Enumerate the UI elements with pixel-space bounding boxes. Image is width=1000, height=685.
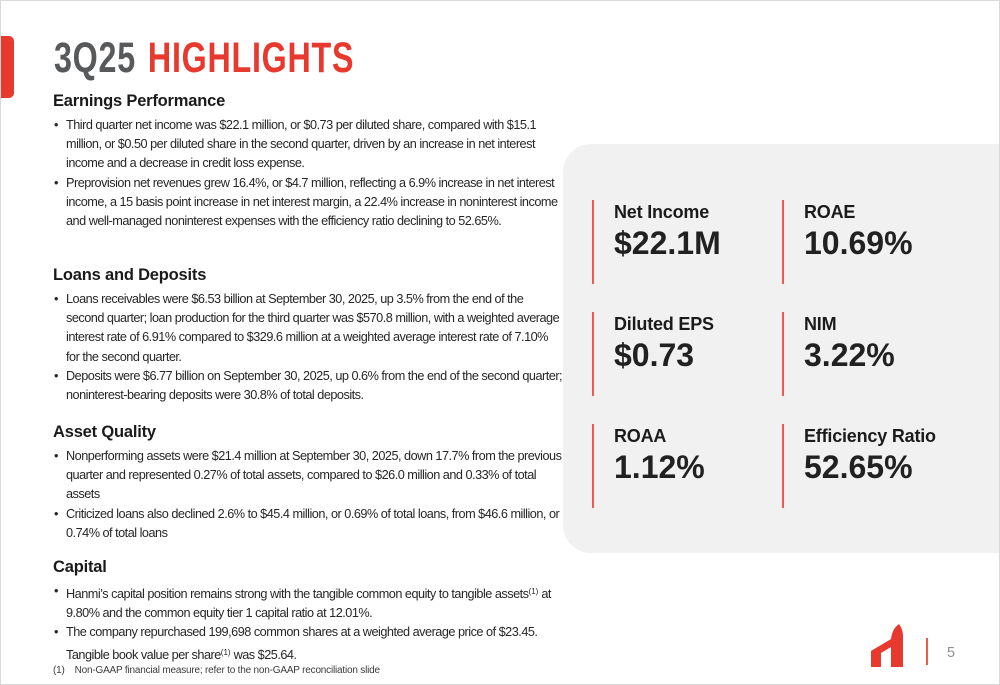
- bullet-list: [53, 447, 563, 543]
- metric-label: ROAA: [614, 426, 667, 446]
- metric-value: $22.1M: [614, 225, 721, 261]
- metric-value: 1.12%: [614, 449, 705, 485]
- footer-divider: [926, 638, 928, 665]
- bullet-list: [53, 116, 563, 231]
- footnote-text: Non-GAAP financial measure; refer to the non-GAAP reconciliation slide: [74, 665, 380, 676]
- section-heading: Earnings Performance: [53, 92, 226, 110]
- metric-value: $0.73: [614, 337, 695, 373]
- metric-diluted-eps: [592, 312, 782, 396]
- metric-net-income: [592, 200, 782, 284]
- bullet-text: Criticized loans also declined 2.6% to $45.4 million, or 0.69% of total loans, from $46.6 million, or 0.74% of total loans: [66, 506, 560, 540]
- slide-accent-badge: [1, 36, 14, 98]
- bullet-text: Preprovision net revenues grew 16.4%, or $4.7 million, reflecting a 6.9% increase in net interest income, a 15 basis point increase in net interest margin, a 22.4% increase in noninterest income and well-managed noninterest expenses with the efficiency ratio declining to 52.65%.: [66, 175, 558, 229]
- section-asset-quality: [53, 422, 563, 543]
- section-capital: [53, 557, 563, 665]
- metric-label: Diluted EPS: [614, 314, 714, 334]
- metric-label: Efficiency Ratio: [804, 426, 936, 446]
- bullet-text: Loans receivables were $6.53 billion at September 30, 2025, up 3.5% from the end of the second quarter; loan production for the third quarter was $570.8 million, with a weighted average interest rate of 6.91% compared to $329.6 million at a weighted average interest rate of 7.10% for the second quarter.: [66, 292, 560, 364]
- bullet-item: [53, 367, 563, 405]
- bullet-item: [53, 116, 563, 174]
- metric-label: Net Income: [614, 202, 710, 222]
- metric-value: 10.69%: [804, 225, 913, 261]
- footnote-marker: (1): [53, 665, 65, 676]
- bullet-text: Third quarter net income was $22.1 million, or $0.73 per diluted share, compared with $15.1 million, or $0.50 per diluted share in the second quarter, driven by an increase in net interest income and a decrease in credit loss expense.: [66, 118, 537, 171]
- metric-roaa: [592, 424, 782, 508]
- bullet-item: [53, 447, 563, 505]
- metric-label: NIM: [804, 314, 837, 334]
- bullet-text: at 9.80% and the common equity tier 1 capital ratio at 12.01%.: [66, 587, 551, 621]
- section-heading: Asset Quality: [53, 423, 156, 441]
- bullet-text: The company repurchased 199,698 common shares at a weighted average price of $23.45. Tangible book value per share: [66, 625, 538, 662]
- bullet-text: Hanmi’s capital position remains strong with the tangible common equity to tangible assets: [66, 587, 529, 601]
- bullet-item: [53, 623, 563, 664]
- bullet-list: [53, 582, 563, 665]
- bullet-text: was $25.64.: [230, 647, 297, 662]
- page-title-highlight: HIGHLIGHTS: [147, 34, 355, 82]
- page-title-quarter: 3Q25: [54, 34, 136, 82]
- page-title: [54, 34, 355, 82]
- footnote-reference: (1): [528, 587, 539, 596]
- section-heading: Capital: [53, 558, 107, 576]
- metric-value: 52.65%: [804, 449, 913, 485]
- metric-label: ROAE: [804, 202, 856, 222]
- metric-roae: [782, 200, 936, 284]
- bullet-item: [53, 174, 563, 232]
- bullet-item: [53, 290, 563, 367]
- bullet-item: [53, 582, 563, 623]
- metric-value: 3.22%: [804, 337, 895, 373]
- hanmi-logo-icon: [871, 624, 904, 667]
- bullet-list: [53, 290, 563, 405]
- metrics-panel: [563, 144, 1000, 553]
- page-number: 5: [947, 645, 956, 661]
- metric-efficiency-ratio: [782, 424, 936, 508]
- bullet-item: [53, 505, 563, 543]
- bullet-text: Nonperforming assets were $21.4 million at September 30, 2025, down 17.7% from the previous quarter and represented 0.27% of total assets, compared to $26.0 million and 0.33% of total assets: [66, 449, 562, 502]
- footnote-reference: (1): [220, 647, 231, 657]
- section-heading: Loans and Deposits: [53, 266, 207, 284]
- bullet-text: Deposits were $6.77 billion on September 30, 2025, up 0.6% from the end of the second quarter; noninterest-bearing deposits were 30.8% of total deposits.: [66, 368, 563, 403]
- metrics-grid: [592, 200, 936, 508]
- section-earnings-performance: [53, 91, 563, 231]
- footnote: [53, 665, 380, 676]
- section-loans-and-deposits: [53, 265, 563, 405]
- metric-nim: [782, 312, 936, 396]
